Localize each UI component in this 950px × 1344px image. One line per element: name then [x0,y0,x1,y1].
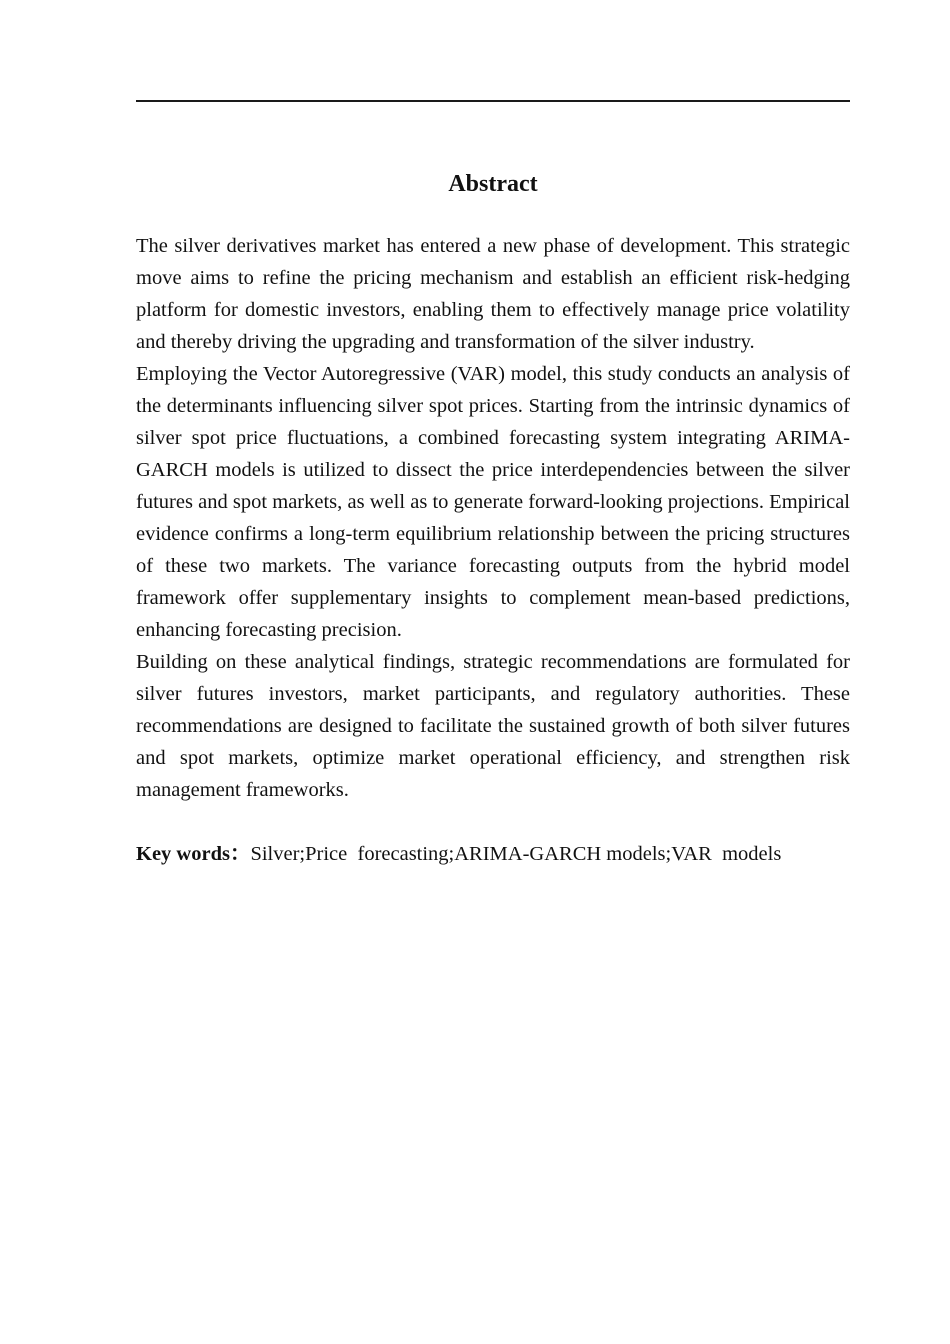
abstract-title: Abstract [448,171,538,197]
header-rule [136,100,850,102]
abstract-body [136,230,850,870]
keywords-line [136,838,850,870]
abstract-paragraph-1: The silver derivatives market has entered a new phase of development. This strategic move aims to refine the pricing mechanism and establish an efficient risk-hedging platform for domestic investors, enabling them to effectively manage price volatility and thereby driving the upgrading and transformation of the silver industry. [136,235,850,353]
abstract-paragraph-3: Building on these analytical findings, strategic recommendations are formulated for silver futures investors, market participants, and regulatory authorities. These recommendations are designed to facilitate the sustained growth of both silver futures and spot markets, optimize market operational efficiency, and strengthen risk management frameworks. [136,651,850,801]
abstract-paragraph-2: Employing the Vector Autoregressive (VAR) model, this study conducts an analysis of the determinants influencing silver spot prices. Starting from the intrinsic dynamics of silver spot price fluctuations, a combined forecasting system integrating ARIMA-GARCH models is utilized to dissect the price interdependencies between the silver futures and spot markets, as well as to generate forward-looking projections. Empirical evidence confirms a long-term equilibrium relationship between the pricing structures of these two markets. The variance forecasting outputs from the hybrid model framework offer supplementary insights to complement mean-based predictions, enhancing forecasting precision. [136,363,850,641]
keywords-value: Silver;Price forecasting;ARIMA-GARCH models;VAR models [250,843,782,865]
keywords-label: Key words： [136,843,251,865]
